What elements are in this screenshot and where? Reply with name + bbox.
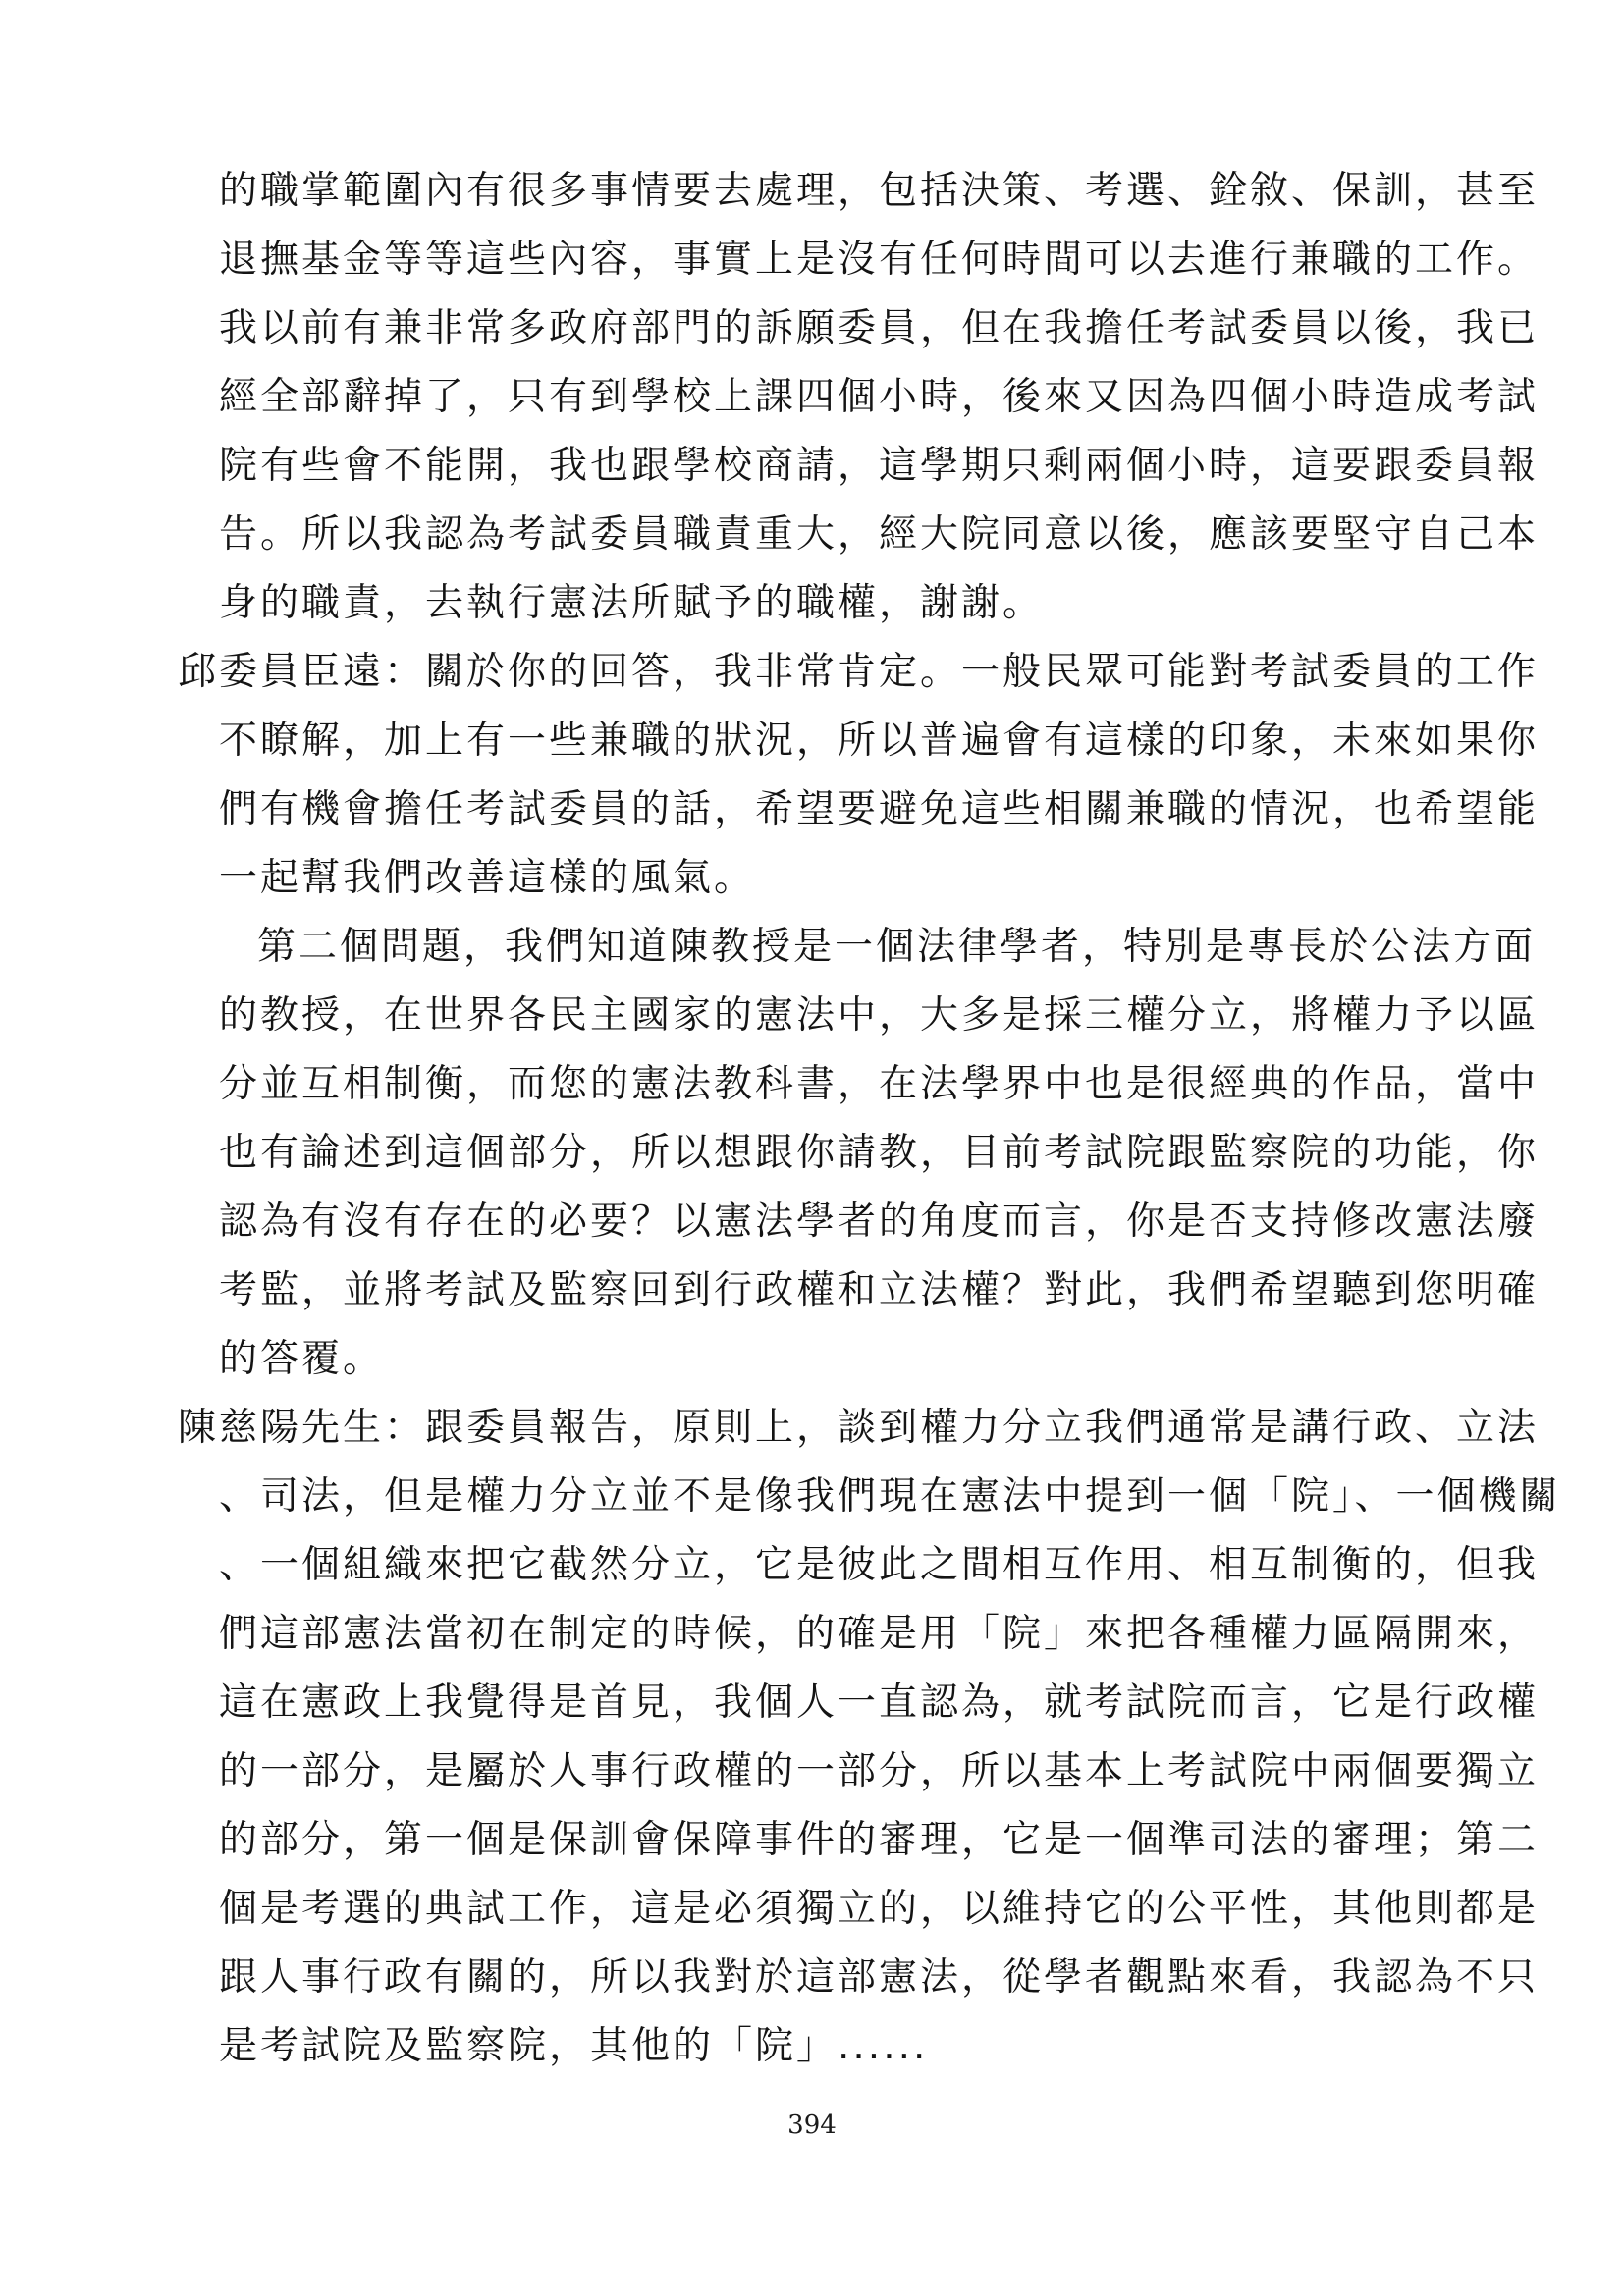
text-line: 也有論述到這個部分，所以想跟你請教，目前考試院跟監察院的功能，你 xyxy=(219,1131,1540,1175)
text-line: 的部分，第一個是保訓會保障事件的審理，它是一個準司法的審理；第二 xyxy=(219,1818,1540,1862)
text-line: 跟人事行政有關的，所以我對於這部憲法，從學者觀點來看，我認為不只 xyxy=(219,1955,1540,2000)
text-line: 經全部辭掉了，只有到學校上課四個小時，後來又因為四個小時造成考試 xyxy=(219,375,1540,419)
text-line: 這在憲政上我覺得是首見，我個人一直認為，就考試院而言，它是行政權 xyxy=(219,1681,1540,1725)
text-line: 、一個組織來把它截然分立，它是彼此之間相互作用、相互制衡的，但我 xyxy=(219,1543,1540,1587)
text-line: 是考試院及監察院，其他的「院」...... xyxy=(219,2024,929,2068)
text-line: 個是考選的典試工作，這是必須獨立的，以維持它的公平性，其他則都是 xyxy=(219,1887,1540,1931)
text-line: 的答覆。 xyxy=(219,1337,385,1381)
text-line: 身的職責，去執行憲法所賦予的職權，謝謝。 xyxy=(219,581,1045,625)
speaker-line: 邱委員臣遠：關於你的回答，我非常肯定。一般民眾可能對考試委員的工作 xyxy=(178,650,1540,694)
speaker-line: 陳慈陽先生：跟委員報告，原則上，談到權力分立我們通常是講行政、立法 xyxy=(178,1406,1540,1450)
text-line: 告。所以我認為考試委員職責重大，經大院同意以後，應該要堅守自己本 xyxy=(219,512,1540,557)
text-line: 第二個問題，我們知道陳教授是一個法律學者，特別是專長於公法方面 xyxy=(257,925,1537,969)
text-line: 一起幫我們改善這樣的風氣。 xyxy=(219,856,756,900)
text-line: 的教授，在世界各民主國家的憲法中，大多是採三權分立，將權力予以區 xyxy=(219,993,1540,1038)
text-line: 的一部分，是屬於人事行政權的一部分，所以基本上考試院中兩個要獨立 xyxy=(219,1749,1540,1793)
text-line: 考監，並將考試及監察回到行政權和立法權？對此，我們希望聽到您明確 xyxy=(219,1268,1540,1312)
text-line: 、司法，但是權力分立並不是像我們現在憲法中提到一個「院」、一個機關 xyxy=(219,1474,1561,1519)
text-line: 退撫基金等等這些內容，事實上是沒有任何時間可以去進行兼職的工作。 xyxy=(219,238,1540,282)
text-line: 分並互相制衡，而您的憲法教科書，在法學界中也是很經典的作品，當中 xyxy=(219,1062,1540,1106)
text-line: 們有機會擔任考試委員的話，希望要避免這些相關兼職的情況，也希望能 xyxy=(219,787,1540,831)
text-line: 們這部憲法當初在制定的時候，的確是用「院」來把各種權力區隔開來， xyxy=(219,1612,1540,1656)
text-line: 我以前有兼非常多政府部門的訴願委員，但在我擔任考試委員以後，我已 xyxy=(219,306,1540,350)
text-line: 認為有沒有存在的必要？以憲法學者的角度而言，你是否支持修改憲法廢 xyxy=(219,1200,1540,1244)
text-line: 的職掌範圍內有很多事情要去處理，包括決策、考選、銓敘、保訓，甚至 xyxy=(219,169,1540,213)
page-number: 394 xyxy=(787,2110,837,2140)
text-line: 不瞭解，加上有一些兼職的狀況，所以普遍會有這樣的印象，未來如果你 xyxy=(219,719,1540,763)
text-line: 院有些會不能開，我也跟學校商請，這學期只剩兩個小時，這要跟委員報 xyxy=(219,444,1540,488)
